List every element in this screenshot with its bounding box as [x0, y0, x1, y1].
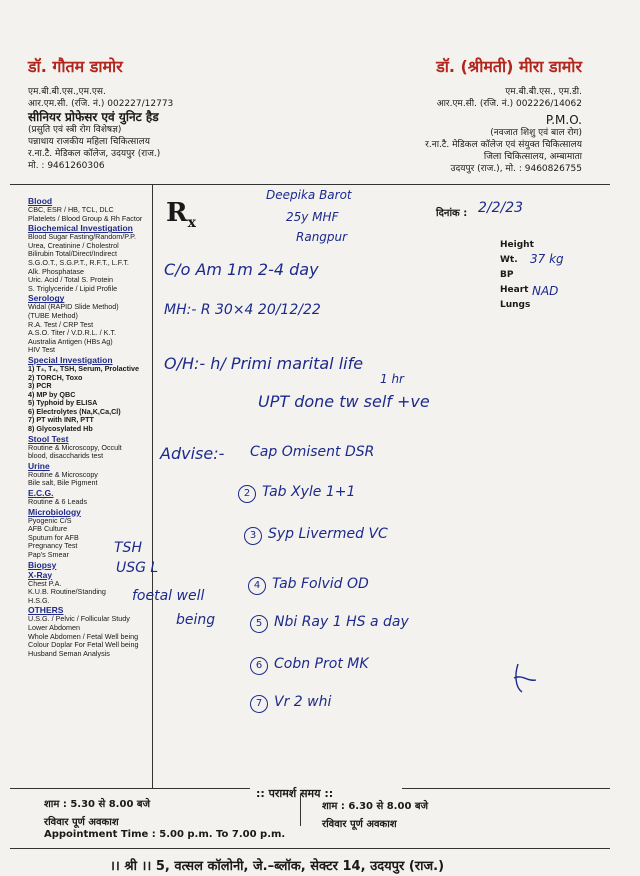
hw-rx-6 — [250, 656, 369, 675]
doctor-left-name: डॉ. गौतम डामोर — [28, 57, 123, 76]
hw-side-usg: USG L — [116, 560, 159, 576]
hw-rx-7 — [250, 694, 331, 713]
hw-menstrual-history: MH:- R 30×4 20/12/22 — [164, 302, 321, 318]
hw-patient-age: 25y MHF — [286, 210, 339, 224]
appointment-time: Appointment Time : 5.00 p.m. To 7.00 p.m. — [44, 829, 286, 840]
vital-heart: Heart — [500, 285, 529, 295]
investigation-item: (TUBE Method) — [28, 310, 78, 320]
doctor-right-hospital: जिला चिकित्सालय, अम्बामाता — [483, 152, 582, 162]
investigation-section: E.C.G. — [28, 488, 54, 499]
doctor-left-designation: सीनियर प्रोफेसर एवं युनिट हैड — [28, 110, 159, 124]
hw-rx-2 — [238, 484, 355, 503]
clinic-address: ।। श्री ।। 5, वत्सल कॉलोनी, जे.–ब्लॉक, सेक्टर 14, उदयपुर (राज.) — [110, 859, 445, 874]
doctor-right-city: उदयपुर (राज.), मो. : 9460826755 — [450, 164, 582, 174]
investigation-item: 1) T₃, T₄, TSH, Serum, Prolactive — [28, 363, 139, 373]
doctor-right-header — [302, 58, 582, 175]
investigation-item: 2) TORCH, Toxo — [28, 372, 83, 382]
hw-obstetric-history: O/H:- h/ Primi marital life — [164, 354, 364, 373]
investigation-item: S. Triglyceride / Lipid Profile — [28, 283, 118, 293]
hw-patient-place: Rangpur — [296, 230, 348, 244]
hw-rx-3-number: 3 — [244, 527, 262, 545]
hw-obstetric-note: 1 hr — [380, 372, 404, 386]
investigation-item: 4) MP by QBC — [28, 389, 76, 399]
investigation-item: R.A. Test / CRP Test — [28, 319, 94, 329]
hw-rx-5 — [250, 614, 409, 633]
hw-upt: UPT done tw self +ve — [258, 392, 430, 411]
consult-heading: :: परामर्श समय :: — [256, 787, 334, 800]
investigation-section: OTHERS — [28, 605, 64, 616]
investigation-item: Husband Seman Analysis — [28, 648, 110, 658]
investigation-item: Routine & 6 Leads — [28, 497, 88, 507]
investigation-item: Blood Sugar Fasting/Random/P.P. — [28, 232, 137, 242]
hw-rx-6-text: Cobn Prot MK — [274, 656, 369, 672]
investigation-item: S.G.O.T., S.G.P.T., R.F.T., L.F.T. — [28, 257, 129, 267]
investigation-section: X-Ray — [28, 569, 53, 580]
investigation-item: A.S.O. Titer / V.D.R.L. / K.T. — [28, 328, 117, 338]
investigation-section: Biopsy — [28, 559, 57, 570]
doctor-right-name: डॉ. (श्रीमती) मीरा डामोर — [436, 57, 582, 76]
investigation-section: Biochemical Investigation — [28, 223, 133, 234]
hw-lungs: NAD — [532, 284, 559, 298]
investigation-item: Routine & Microscopy — [28, 469, 98, 479]
vital-height: Height — [500, 240, 534, 250]
hw-rx-4-text: Tab Folvid OD — [272, 576, 369, 592]
hw-weight: 37 kg — [530, 252, 564, 266]
investigation-section: Stool Test — [28, 433, 69, 444]
investigation-section: Urine — [28, 460, 50, 471]
investigation-item: Bilirubin Total/Direct/Indirect — [28, 249, 117, 259]
doctor-left-college: र.ना.टै. मेडिकल कॉलेज, उदयपुर (राज.) — [28, 149, 161, 159]
column-divider — [152, 184, 153, 788]
investigations-list — [28, 196, 148, 658]
investigation-item: HIV Test — [28, 345, 56, 355]
hw-rx-3 — [244, 526, 388, 545]
doctor-left-header — [28, 58, 258, 172]
hw-rx-4-number: 4 — [248, 577, 266, 595]
hw-rx-3-text: Syp Livermed VC — [268, 526, 388, 542]
hw-advice-label: Advise:- — [160, 444, 225, 463]
investigation-item: Chest P.A. — [28, 578, 62, 588]
hw-patient-name: Deepika Barot — [266, 188, 352, 202]
investigation-item: 5) Typhoid by ELISA — [28, 398, 98, 408]
vital-bp: BP — [500, 270, 514, 280]
investigation-item: 6) Electrolytes (Na,K,Ca,Cl) — [28, 406, 121, 416]
hw-rx-1: Cap Omisent DSR — [250, 444, 375, 460]
timing-left — [44, 796, 150, 832]
vitals-block — [500, 238, 534, 313]
hw-rx-7-number: 7 — [250, 695, 268, 713]
investigation-item: H.S.G. — [28, 595, 50, 605]
investigation-item: 3) PCR — [28, 381, 52, 391]
doctor-left-reg: आर.एम.सी. (रजि. नं.) 002227/12773 — [28, 99, 174, 109]
timing-right-sunday: रविवार पूर्ण अवकाश — [322, 819, 397, 830]
rx-subscript: x — [187, 215, 196, 232]
investigation-section: Blood — [28, 196, 53, 206]
investigation-item: Pregnancy Test — [28, 541, 78, 551]
timing-left-sunday: रविवार पूर्ण अवकाश — [44, 817, 119, 828]
timing-right-hours: शाम : 6.30 से 8.00 बजे — [322, 801, 429, 812]
doctor-left-mobile: मो. : 9461260306 — [28, 161, 105, 171]
investigation-item: Routine & Microscopy, Occult — [28, 442, 122, 452]
hw-rx-4 — [248, 576, 369, 595]
investigation-item: Australia Antigen (HBs Ag) — [28, 336, 113, 346]
rx-letter: R — [166, 198, 188, 228]
rx-symbol — [166, 198, 196, 231]
hw-rx-6-number: 6 — [250, 657, 268, 675]
doctor-left-specialty: (प्रसुति एवं स्त्री रोग विशेषज्ञ) — [28, 125, 122, 135]
header-divider — [10, 184, 610, 185]
hw-side-being: being — [176, 612, 216, 628]
timing-right — [322, 798, 428, 834]
hw-side-foetal: foetal well — [132, 588, 205, 604]
hw-rx-5-number: 5 — [250, 615, 268, 633]
investigation-item: Pap's Smear — [28, 550, 69, 559]
vital-weight: Wt. — [500, 255, 518, 265]
hw-rx-5-text: Nbi Ray 1 HS a day — [274, 614, 409, 630]
investigation-item: Pyogenic C/S — [28, 515, 72, 525]
investigation-item: Uric. Acid / Total S. Protein — [28, 275, 113, 285]
date-label: दिनांक : — [436, 208, 468, 219]
investigation-section: Serology — [28, 293, 65, 304]
investigation-section: Microbiology — [28, 506, 81, 517]
investigation-section: Special Investigation — [28, 354, 113, 365]
investigation-item: Platelets / Blood Group & Rh Factor — [28, 213, 143, 223]
signature-icon — [510, 662, 540, 696]
investigation-item: 7) PT with INR, PTT — [28, 415, 94, 425]
hw-rx-7-text: Vr 2 whi — [274, 694, 332, 710]
footer-divider-right — [402, 788, 610, 789]
timing-left-hours: शाम : 5.30 से 8.00 बजे — [44, 799, 151, 810]
investigation-item: Urea, Creatinine / Cholestrol — [28, 240, 119, 250]
footer-divider-left — [10, 788, 250, 789]
investigation-item: Colour Doplar For Fetal Well being — [28, 640, 139, 650]
investigation-item: 8) Glycosylated Hb — [28, 424, 93, 434]
address-divider — [10, 848, 610, 849]
investigation-item: Bile salt, Bile Pigment — [28, 478, 98, 488]
doctor-right-college: र.ना.टै. मेडिकल कॉलेज एवं संयुक्त चिकित्सालय — [425, 140, 582, 150]
doctor-left-hospital: पन्नाधाय राजकीय महिला चिकित्सालय — [28, 137, 150, 147]
doctor-right-reg: आर.एम.सी. (रजि. नं.) 002226/14062 — [436, 99, 582, 109]
investigation-item: Widal (RAPID Slide Method) — [28, 302, 119, 312]
doctor-right-degree: एम.बी.बी.एस., एम.डी. — [505, 87, 582, 97]
investigation-item: Whole Abdomen / Fetal Well being — [28, 631, 139, 641]
hw-rx-2-number: 2 — [238, 485, 256, 503]
investigation-item: CBC, ESR / HB, TCL, DLC — [28, 205, 114, 214]
doctor-left-degree: एम.बी.बी.एस.,एम.एस. — [28, 87, 106, 97]
investigation-item: Lower Abdomen — [28, 622, 80, 632]
doctor-right-post: P.M.O. — [545, 113, 582, 127]
investigation-item: AFB Culture — [28, 524, 68, 534]
investigation-item: Alk. Phosphatase — [28, 266, 84, 276]
hw-rx-2-text: Tab Xyle 1+1 — [262, 484, 356, 500]
investigation-item: blood, disaccharids test — [28, 451, 104, 461]
hw-complaint: C/o Am 1m 2-4 day — [164, 260, 319, 279]
doctor-right-specialty: (नवजात शिशु एवं बाल रोग) — [490, 128, 582, 138]
investigation-item: K.U.B. Routine/Standing — [28, 587, 106, 597]
investigation-item: Sputum for AFB — [28, 532, 79, 542]
hw-date: 2/2/23 — [478, 200, 524, 216]
hw-side-tsh: TSH — [114, 540, 142, 556]
vital-lungs: Lungs — [500, 300, 531, 310]
investigation-item: U.S.G. / Pelvic / Follicular Study — [28, 614, 130, 624]
